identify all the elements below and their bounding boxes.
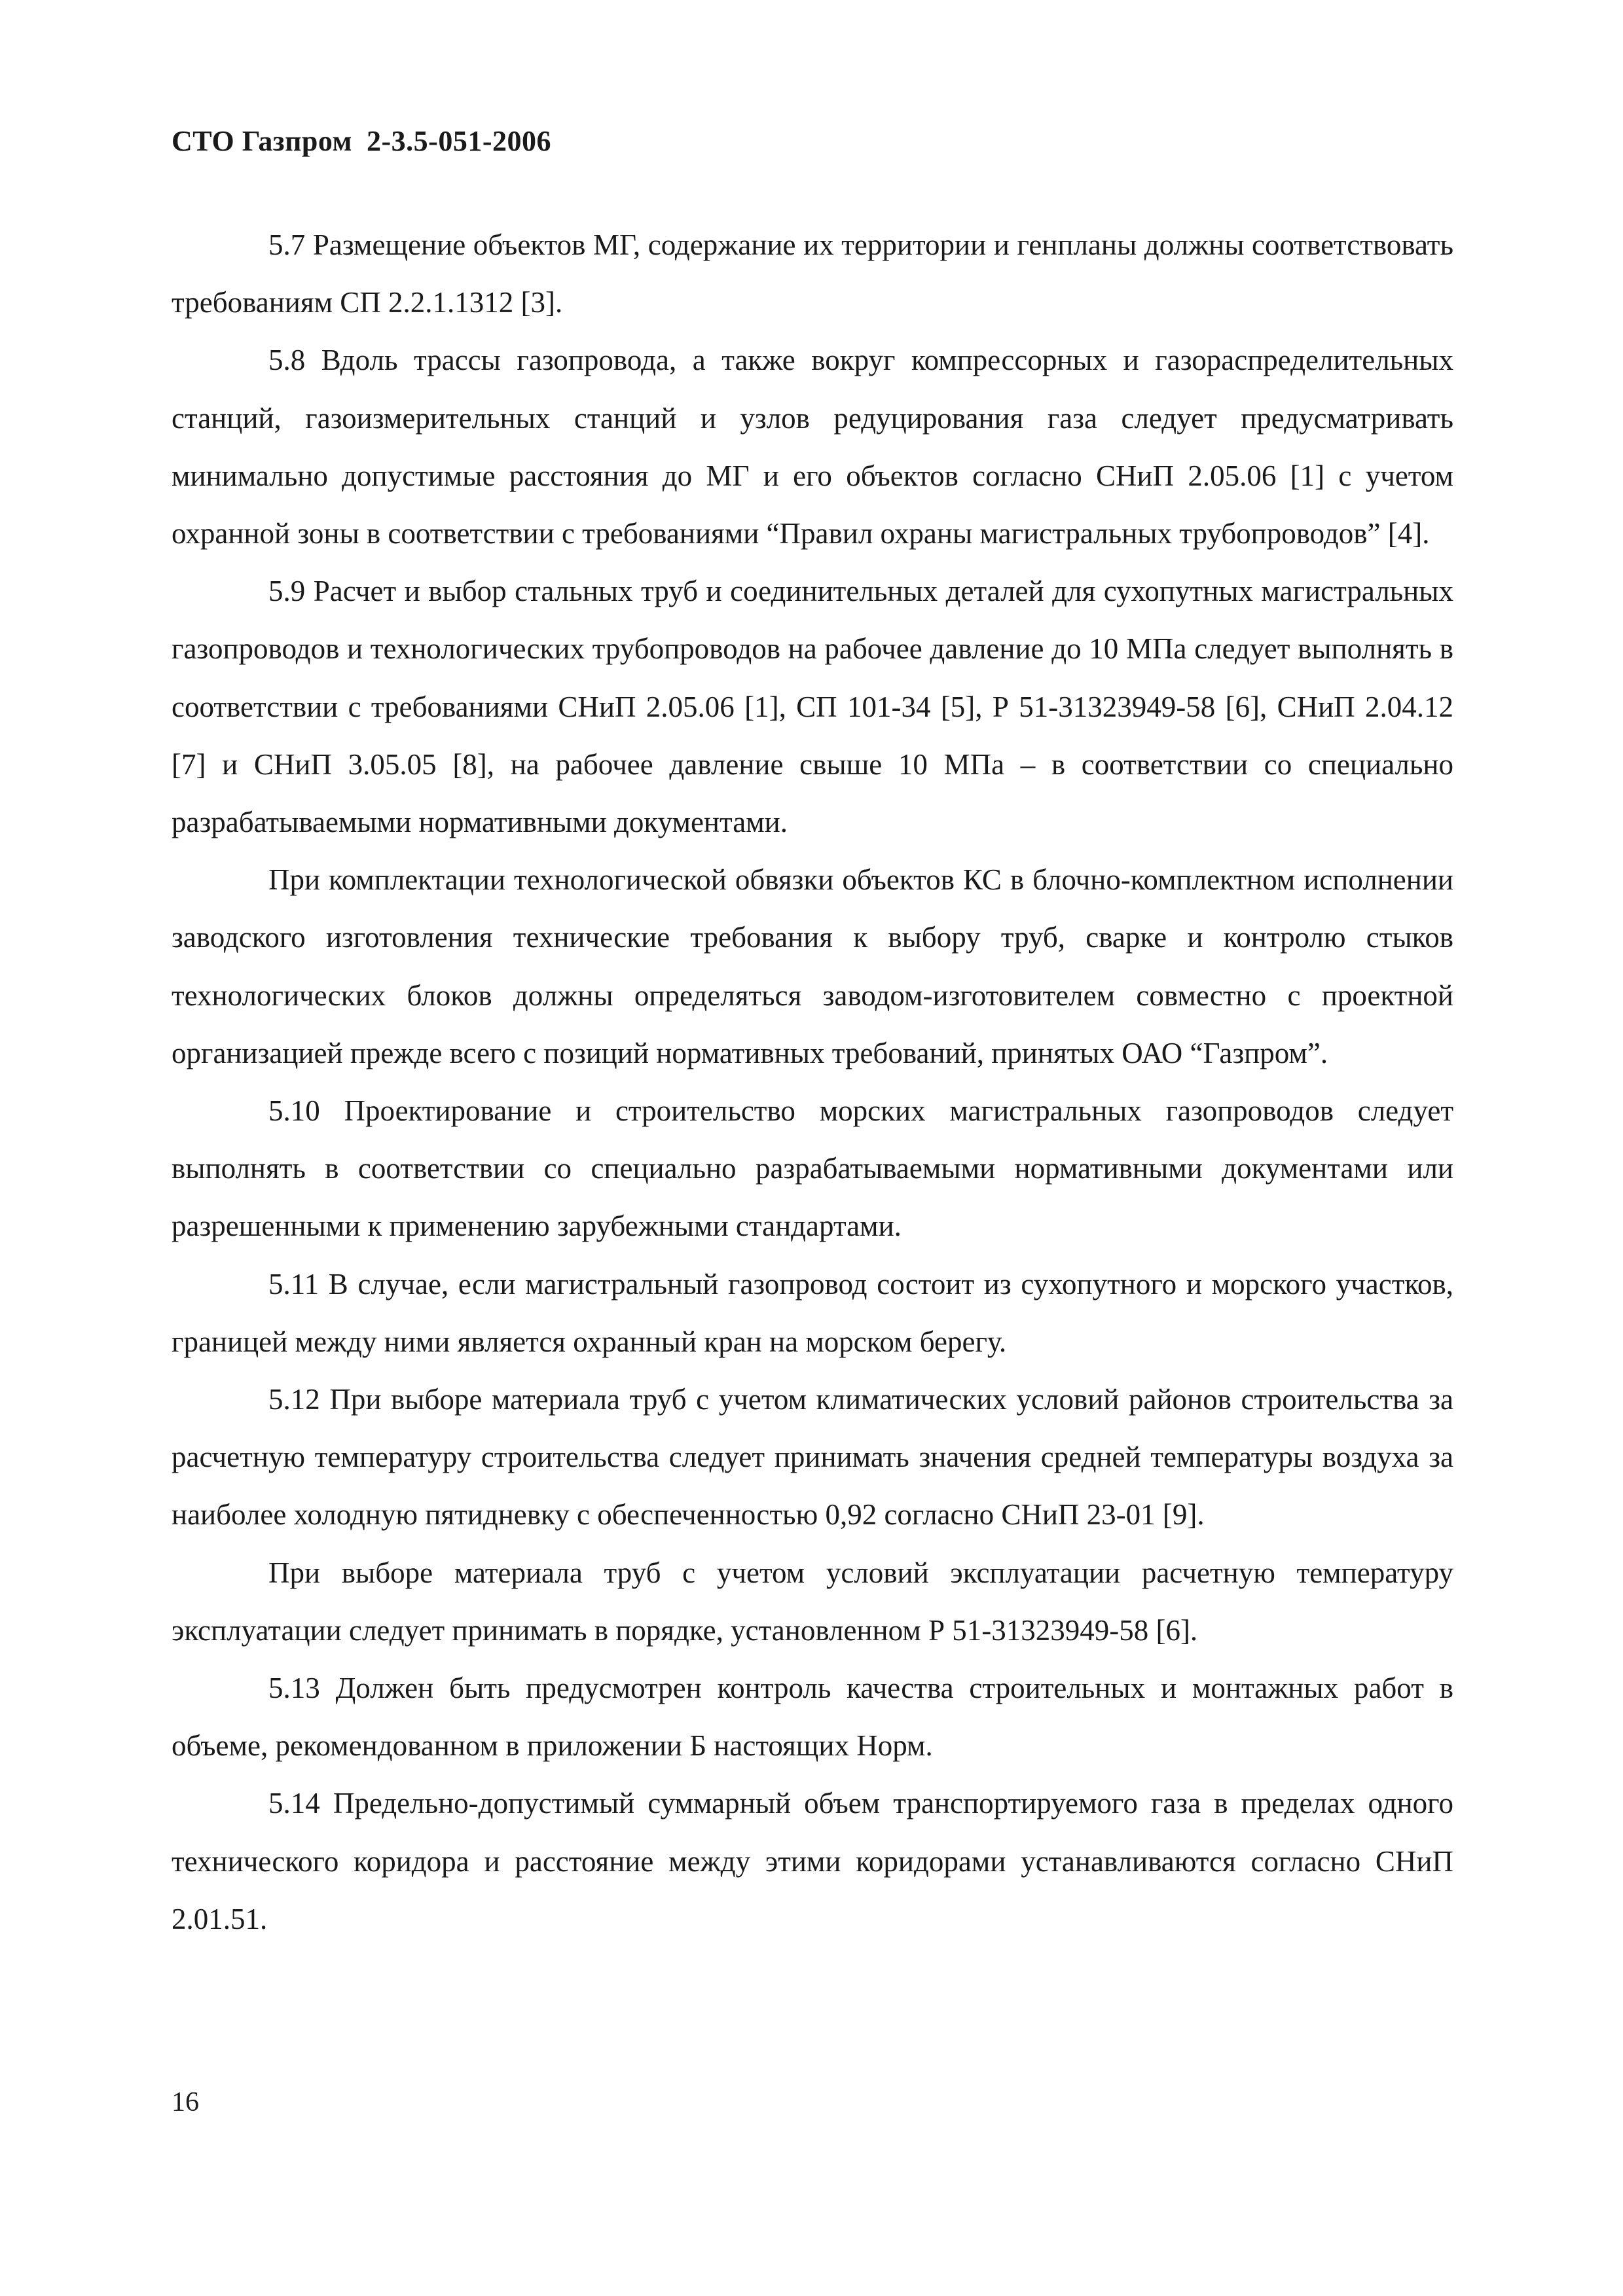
paragraph-5-10: 5.10 Проектирование и строительство морских магистральных газопроводов следует выполнять в соответствии со специально разрабатываемыми нормативными документами или разрешенными к применению зарубежными стандартами.	[172, 1094, 1453, 1243]
document-header	[172, 124, 551, 158]
paragraph-5-8: 5.8 Вдоль трассы газопровода, а также вокруг компрессорных и газораспределительных станций, газоизмерительных станций и узлов редуцирования газа следует предусматривать минимально допустимые расстояния до МГ и его объектов согласно СНиП 2.05.06 [1] с учетом охранной зоны в соответствии с требованиями “Правил охраны магистральных трубопроводов” [4].	[172, 344, 1453, 550]
paragraph-5-9: 5.9 Расчет и выбор стальных труб и соединительных деталей для сухопутных магистральных газопроводов и технологических трубопроводов на рабочее давление до 10 МПа следует выполнять в соответствии с требованиями СНиП 2.05.06 [1], СП 101-34 [5], Р 51-31323949-58 [6], СНиП 2.04.12 [7] и СНиП 3.05.05 [8], на рабочее давление свыше 10 МПа – в соответствии со специально разрабатываемыми нормативными документами.	[172, 575, 1453, 839]
paragraph-5-12: 5.12 При выборе материала труб с учетом климатических условий районов строительства за расчетную температуру строительства следует принимать значения средней температуры воздуха за наиболее холодную пятидневку с обеспеченностью 0,92 согласно СНиП 23-01 [9].	[172, 1383, 1453, 1532]
header-doc-number: 2-3.5-051-2006	[367, 125, 551, 157]
paragraph-5-12-continued: При выборе материала труб с учетом условий эксплуатации расчетную температуру эксплуатации следует принимать в порядке, установленном Р 51-31323949-58 [6].	[172, 1556, 1453, 1647]
header-org: СТО Газпром	[172, 125, 353, 157]
paragraph-5-13: 5.13 Должен быть предусмотрен контроль качества строительных и монтажных работ в объеме, рекомендованном в приложении Б настоящих Норм.	[172, 1672, 1453, 1763]
paragraph-5-9-continued: При комплектации технологической обвязки объектов КС в блочно-комплектном исполнении заводского изготовления технические требования к выбору труб, сварке и контролю стыков технологических блоков должны определяться заводом-изготовителем совместно с проектной организацией прежде всего с позиций нормативных требований, принятых ОАО “Газпром”.	[172, 863, 1453, 1069]
page-number: 16	[172, 2087, 199, 2117]
paragraph-5-11: 5.11 В случае, если магистральный газопровод состоит из сухопутного и морского участков, границей между ними является охранный кран на морском берегу.	[172, 1267, 1453, 1358]
document-body	[172, 216, 1453, 1948]
paragraph-5-7: 5.7 Размещение объектов МГ, содержание их территории и генпланы должны соответствовать требованиям СП 2.2.1.1312 [3].	[172, 228, 1453, 319]
paragraph-5-14: 5.14 Предельно-допустимый суммарный объем транспортируемого газа в пределах одного технического коридора и расстояние между этими коридорами устанавливаются согласно СНиП 2.01.51.	[172, 1787, 1453, 1935]
